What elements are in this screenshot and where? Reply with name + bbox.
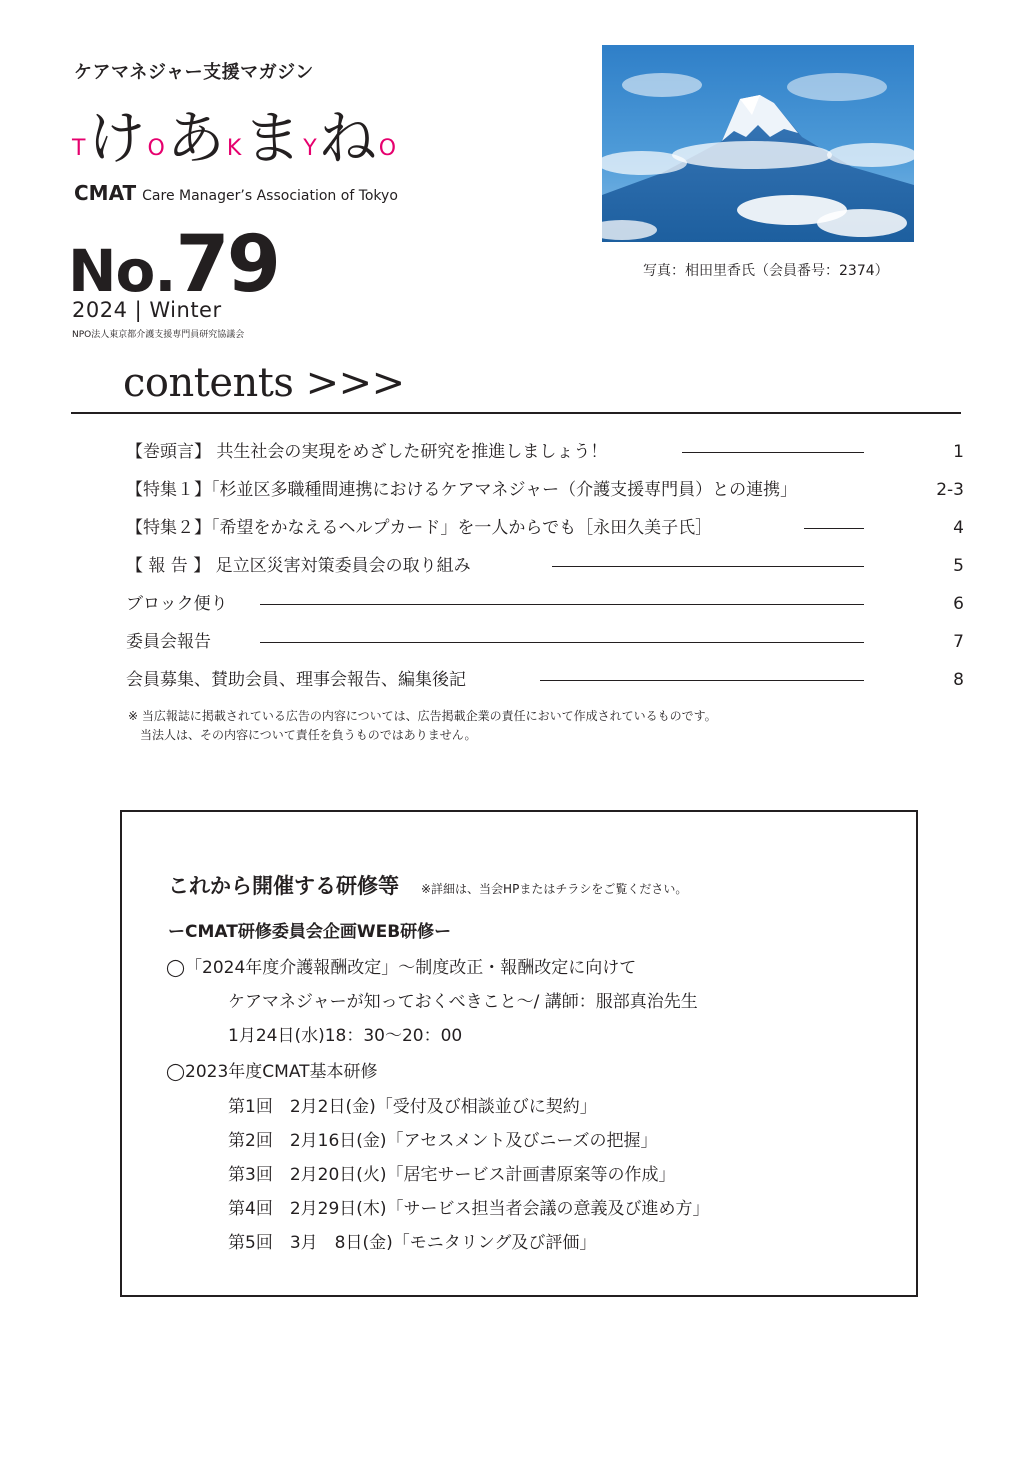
toc-item-page: 2-3 (936, 480, 964, 500)
toc-item-page: 1 (953, 442, 964, 462)
toc-item-label: 【特集２】「希望をかなえるヘルプカード」を一人からでも［永田久美子氏］ (126, 518, 713, 538)
training-item-title: ◯「2024年度介護報酬改定」～制度改正・報酬改定に向けて (166, 958, 637, 978)
training-item-datetime: 1月24日(水)18：30～20：00 (228, 1026, 463, 1046)
contents-divider (71, 412, 961, 414)
toc-item-page: 7 (953, 632, 964, 652)
logo-kana: あ (166, 104, 225, 172)
training-item-title: ◯2023年度CMAT基本研修 (166, 1062, 378, 1082)
toc-item-page: 6 (953, 594, 964, 614)
mountain-photo-illustration (602, 45, 914, 242)
training-session: 第1回 2月2日(金)「受付及び相談並びに契約」 (228, 1097, 597, 1117)
toc-item[interactable] (0, 439, 1034, 469)
association-full: Care Manager’s Association of Tokyo (142, 188, 398, 204)
toc-item-page: 4 (953, 518, 964, 538)
advertising-disclaimer (128, 707, 717, 745)
logo-kana: ね (318, 104, 377, 172)
toc-item-page: 5 (953, 556, 964, 576)
toc-leader-line (260, 642, 864, 643)
trainings-section-title: ーCMAT研修委員会企画WEB研修ー (168, 922, 452, 942)
trainings-heading: これから開催する研修等 (168, 874, 399, 898)
toc-item-page: 8 (953, 670, 964, 690)
organization-name: NPO法人東京都介護支援専門員研究協議会 (72, 330, 245, 340)
toc-leader-line (552, 566, 864, 567)
contents-title: contents >>> (123, 360, 405, 406)
toc-item-label: 【 報 告 】 足立区災害対策委員会の取り組み (126, 556, 471, 576)
toc-item-label: 委員会報告 (126, 632, 211, 652)
disclaimer-line: ※ 当広報誌に掲載されている広告の内容については、広告掲載企業の責任において作成されているものです。 (128, 709, 717, 723)
toc-item[interactable] (0, 515, 1034, 545)
toc-item[interactable] (0, 629, 1034, 659)
toc-leader-line (804, 528, 864, 529)
logo-letter: Y (303, 136, 317, 161)
toc-leader-line (260, 604, 864, 605)
issue-season: 2024 | Winter (72, 298, 222, 322)
toc-item[interactable] (0, 591, 1034, 621)
logo-letter: O (147, 136, 165, 161)
logo-letter: K (226, 136, 242, 161)
photo-credit: 写真：相田里香氏（会員番号：2374） (643, 263, 889, 279)
toc-item-label: 【特集１】「杉並区多職種間連携におけるケアマネジャー（介護支援専門員）との連携」 (126, 480, 798, 500)
trainings-heading-note: ※詳細は、当会HPまたはチラシをご覧ください。 (421, 882, 688, 896)
training-session: 第4回 2月29日(木)「サービス担当者会議の意義及び進め方」 (228, 1199, 710, 1219)
toc-item[interactable] (0, 667, 1034, 697)
toc-item-label: 会員募集、賛助会員、理事会報告、編集後記 (126, 670, 466, 690)
association-name (74, 181, 398, 205)
logo-kana: ま (243, 104, 302, 172)
magazine-logo (70, 98, 398, 178)
cover-photo (602, 45, 914, 242)
issue-prefix: No. (68, 237, 176, 305)
toc-item[interactable] (0, 477, 1034, 507)
training-session: 第2回 2月16日(金)「アセスメント及びニーズの把握」 (228, 1131, 658, 1151)
toc-item-label: ブロック便り (126, 594, 228, 614)
trainings-heading-row (168, 870, 687, 900)
training-session: 第5回 3月 8日(金)「モニタリング及び評価」 (228, 1233, 597, 1253)
toc-leader-line (682, 452, 864, 453)
issue-value: 79 (175, 220, 278, 310)
logo-letter: T (72, 136, 86, 161)
training-item-detail: ケアマネジャーが知っておくべきこと～/ 講師：服部真治先生 (228, 992, 698, 1012)
training-session: 第3回 2月20日(火)「居宅サービス計画書原案等の作成」 (228, 1165, 676, 1185)
toc-item[interactable] (0, 553, 1034, 583)
magazine-subtitle: ケアマネジャー支援マガジン (74, 62, 314, 83)
disclaimer-line: 当法人は、その内容について責任を負うものではありません。 (128, 728, 477, 742)
logo-letter: O (378, 136, 397, 161)
toc-leader-line (540, 680, 864, 681)
logo-kana: け (87, 104, 146, 172)
toc-item-label: 【巻頭言】 共生社会の実現をめざした研究を推進しましょう！ (126, 442, 608, 462)
association-abbr: CMAT (74, 181, 137, 205)
